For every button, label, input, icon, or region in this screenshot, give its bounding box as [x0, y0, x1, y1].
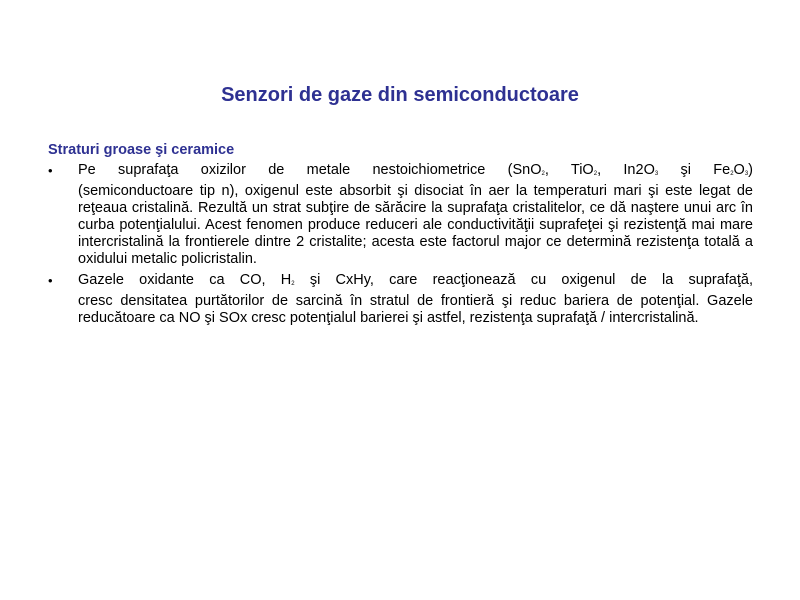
slide-title: Senzori de gaze din semiconductoare — [221, 84, 579, 106]
bullet-item-oxides — [48, 162, 753, 268]
formula-tio2: TiO$_2$ — [570, 162, 598, 178]
bullet-item-oxidizing-gases — [48, 272, 753, 327]
bullet-body-text: cresc densitatea purtătorilor de sarcină în stratul de frontieră şi reduc bariera de potenţial. Gazele reducătoare ca NO şi SOx cresc potenţialul barierei şi astfel, rezistenţa suprafaţă / intercristalină. — [78, 293, 753, 326]
bullet-body-text: (semiconductoare tip n), oxigenul este absorbit şi disociat în aer la temperaturi mari şi este legat de reţeaua cristalină. Rezultă un strat subţire de sărăcire la suprafaţa cristalitelor, ce dă naştere unui arc în curba potenţialului. Acest fenomen produce reduceri ale conductivităţii suprafeţei şi rezistenţă mai mare intercristalină la frontierele dintre 2 cristalite; acesta este factorul major ce determină rezistenţa totală a oxidului metalic policristalin. — [78, 183, 753, 267]
bullet-icon: • — [48, 273, 53, 288]
bullet-first-line — [78, 272, 753, 289]
formula-sno2: SnO$_2$ — [512, 162, 545, 178]
formula-h2-subscript: 2 — [291, 281, 295, 287]
formula-in2o3: $In2O_3$ — [623, 162, 659, 178]
formula-fe2o3: $Fe_2O_3$ — [713, 162, 749, 178]
section-heading: Straturi groase şi ceramice — [48, 142, 235, 158]
bullet-lead-text: Pe suprafaţa oxizilor de metale nestoichiometrice ( — [78, 162, 513, 178]
slide-content — [48, 142, 753, 331]
bullet-lead-text: Gazele oxidante ca CO, H — [78, 272, 292, 288]
bullet-icon: • — [48, 163, 53, 178]
bullet-lead-text-cont: şi CxHy, care reacţionează cu oxigenul de la suprafaţă, — [294, 272, 753, 288]
bullet-list — [48, 162, 753, 327]
bullet-first-line: Pe suprafaţa oxizilor de metale nestoichiometrice (SnO$_2$, TiO$_2$, $In2O_3$ şi $Fe_2O_3$) — [78, 162, 754, 178]
